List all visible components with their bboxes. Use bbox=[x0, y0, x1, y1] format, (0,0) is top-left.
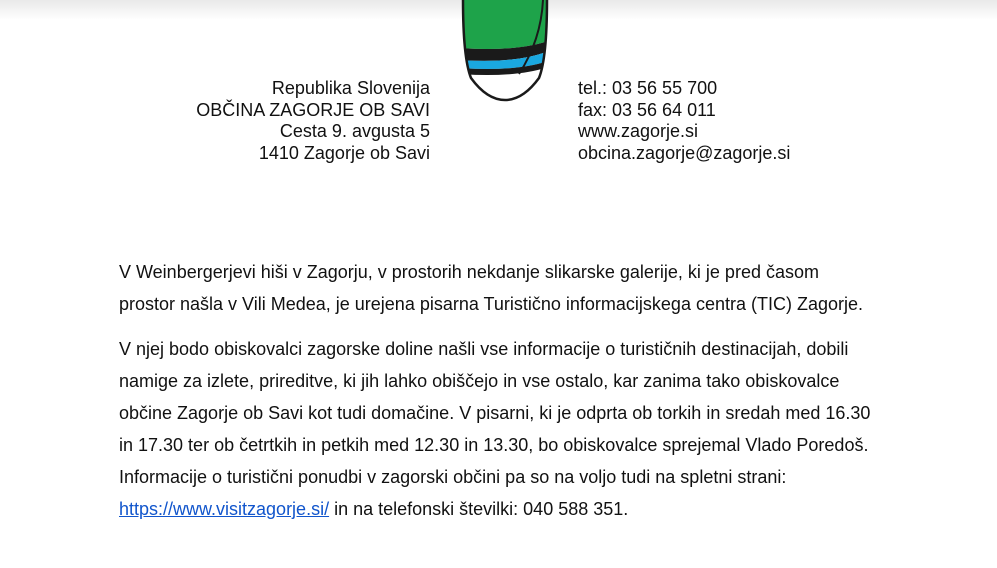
fax-line: fax: 03 56 64 011 bbox=[578, 99, 716, 120]
visitzagorje-link[interactable]: https://www.visitzagorje.si/ bbox=[119, 499, 330, 519]
paragraph-intro: V Weinbergerjevi hiši v Zagorju, v prostorih nekdanje slikarske galerije, ki je pred časom prostor našla v Vili Medea, je urejena pisarna Turistično informacijskega centra (TIC) Zagorje. bbox=[119, 262, 863, 314]
municipality-address-block bbox=[170, 78, 430, 164]
street-line: Cesta 9. avgusta 5 bbox=[279, 121, 430, 141]
email-line: obcina.zagorje@zagorje.si bbox=[578, 142, 791, 163]
contact-block bbox=[578, 78, 898, 164]
document-body bbox=[119, 256, 879, 538]
municipality-coat-of-arms-icon bbox=[459, 0, 551, 102]
postal-city-line: 1410 Zagorje ob Savi bbox=[258, 142, 430, 163]
website-line: www.zagorje.si bbox=[578, 121, 699, 141]
country-line: Republika Slovenija bbox=[271, 78, 430, 98]
paragraph-details bbox=[119, 333, 879, 525]
paragraph-details-text: V njej bodo obiskovalci zagorske doline našli vse informacije o turističnih destinacijah, dobili namige za izlete, prireditve, ki jih lahko obiščejo in vse ostalo, kar zanima tako obiskovalce občine Zagorje ob Savi kot tudi domačine. V pisarni, ki je odprta ob torkih in sredah med 16.30 in 17.30 ter ob četrtkih in petkih med 12.30 in 13.30, bo obiskovalce sprejemal Vlado Poredoš. Informacije o turistični ponudbi v zagorski občini pa so na voljo tudi na spletni strani: bbox=[119, 339, 871, 487]
phone-line: tel.: 03 56 55 700 bbox=[578, 78, 718, 98]
municipality-name: OBČINA ZAGORJE OB SAVI bbox=[196, 99, 430, 120]
paragraph-details-tail: in na telefonski številki: 040 588 351. bbox=[329, 499, 629, 519]
